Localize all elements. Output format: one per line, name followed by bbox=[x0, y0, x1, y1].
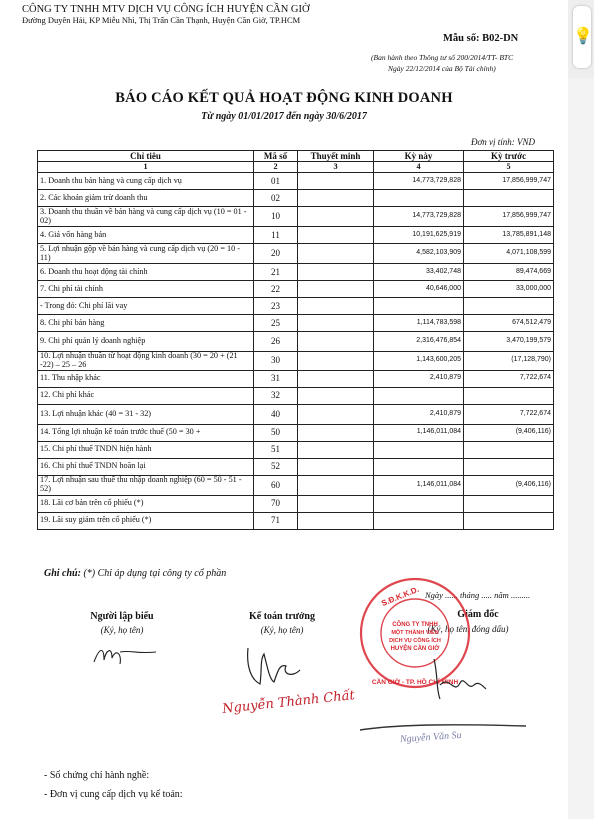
row-note bbox=[298, 244, 374, 264]
accountant-handwritten-name: Nguyễn Thành Chất bbox=[221, 688, 356, 717]
svg-text:S.Đ.K.K.D.: S.Đ.K.K.D. bbox=[380, 584, 421, 608]
table-row bbox=[38, 404, 554, 424]
row-item: 8. Chi phí bán hàng bbox=[38, 315, 254, 332]
row-current-period: 2,410,879 bbox=[374, 370, 464, 387]
row-current-period: 1,114,783,598 bbox=[374, 315, 464, 332]
row-current-period bbox=[374, 298, 464, 315]
row-current-period: 33,402,748 bbox=[374, 264, 464, 281]
preparer-subtitle: (Ký, họ tên) bbox=[100, 625, 144, 635]
row-item: 12. Chi phí khác bbox=[38, 387, 254, 404]
director-signature bbox=[420, 655, 500, 705]
row-current-period bbox=[374, 190, 464, 207]
row-code: 26 bbox=[254, 332, 298, 352]
row-note bbox=[298, 441, 374, 458]
row-code: 22 bbox=[254, 281, 298, 298]
row-note bbox=[298, 315, 374, 332]
row-code: 02 bbox=[254, 190, 298, 207]
row-note bbox=[298, 264, 374, 281]
table-row bbox=[38, 227, 554, 244]
table-header-row bbox=[38, 151, 554, 162]
column-number: 2 bbox=[254, 162, 298, 173]
row-code: 71 bbox=[254, 512, 298, 529]
row-item: 10. Lợi nhuận thuần từ hoạt động kinh doanh (30 = 20 + (21 -22) – 25 – 26 bbox=[38, 352, 254, 371]
row-current-period: 14,773,729,828 bbox=[374, 207, 464, 227]
table-row bbox=[38, 512, 554, 529]
row-item: 16. Chi phí thuế TNDN hoãn lại bbox=[38, 458, 254, 475]
table-row bbox=[38, 315, 554, 332]
preparer-title: Người lập biểu bbox=[90, 611, 154, 622]
row-note bbox=[298, 190, 374, 207]
row-code: 10 bbox=[254, 207, 298, 227]
row-note bbox=[298, 458, 374, 475]
table-row bbox=[38, 495, 554, 512]
svg-text:CẦN GIỜ - TP. HỒ CHÍ MINH: CẦN GIỜ - TP. HỒ CHÍ MINH bbox=[371, 679, 459, 686]
table-row bbox=[38, 458, 554, 475]
row-item: 18. Lãi cơ bản trên cổ phiếu (*) bbox=[38, 495, 254, 512]
row-previous-period bbox=[464, 495, 554, 512]
svg-text:MỘT THÀNH VIÊN: MỘT THÀNH VIÊN bbox=[391, 630, 439, 636]
row-previous-period bbox=[464, 387, 554, 404]
circular-reference: (Ban hành theo Thông tư số 200/2014/TT- BTC bbox=[371, 53, 514, 62]
column-header: Thuyết minh bbox=[298, 151, 374, 162]
svg-text:DỊCH VỤ CÔNG ÍCH: DỊCH VỤ CÔNG ÍCH bbox=[389, 638, 441, 644]
row-note bbox=[298, 227, 374, 244]
row-previous-period: 17,856,999,747 bbox=[464, 173, 554, 190]
row-item: 15. Chi phí thuế TNDN hiện hành bbox=[38, 441, 254, 458]
table-row bbox=[38, 244, 554, 264]
footnote-label: Ghi chú: bbox=[44, 568, 81, 579]
table-row bbox=[38, 173, 554, 190]
row-item: 11. Thu nhập khác bbox=[38, 370, 254, 387]
row-current-period: 2,410,879 bbox=[374, 404, 464, 424]
company-name: CÔNG TY TNHH MTV DỊCH VỤ CÔNG ÍCH HUYỆN CẦN GIỜ bbox=[22, 4, 310, 15]
row-previous-period: (9,406,116) bbox=[464, 424, 554, 441]
row-previous-period: 7,722,674 bbox=[464, 404, 554, 424]
lightbulb-icon[interactable]: 💡 bbox=[573, 6, 591, 68]
currency-unit: Đơn vị tính: VND bbox=[471, 137, 536, 147]
row-item: 13. Lợi nhuận khác (40 = 31 - 32) bbox=[38, 404, 254, 424]
table-row bbox=[38, 370, 554, 387]
footnote bbox=[44, 568, 226, 579]
row-code: 51 bbox=[254, 441, 298, 458]
row-previous-period bbox=[464, 512, 554, 529]
row-previous-period: (17,128,790) bbox=[464, 352, 554, 371]
row-previous-period: 89,474,669 bbox=[464, 264, 554, 281]
row-previous-period: 7,722,674 bbox=[464, 370, 554, 387]
director-subtitle: (Ký, họ tên, đóng dấu) bbox=[427, 624, 509, 634]
row-current-period: 1,146,011,084 bbox=[374, 424, 464, 441]
row-code: 25 bbox=[254, 315, 298, 332]
row-note bbox=[298, 281, 374, 298]
row-current-period: 40,646,000 bbox=[374, 281, 464, 298]
column-header: Mã số bbox=[254, 151, 298, 162]
row-code: 40 bbox=[254, 404, 298, 424]
director-title: Giám đốc bbox=[457, 609, 499, 620]
row-current-period: 1,143,600,205 bbox=[374, 352, 464, 371]
row-note bbox=[298, 512, 374, 529]
table-row bbox=[38, 387, 554, 404]
column-number: 1 bbox=[38, 162, 254, 173]
row-previous-period: 13,785,891,148 bbox=[464, 227, 554, 244]
column-number: 4 bbox=[374, 162, 464, 173]
row-previous-period bbox=[464, 190, 554, 207]
row-item: - Trong đó: Chi phí lãi vay bbox=[38, 298, 254, 315]
row-item: 1. Doanh thu bán hàng và cung cấp dịch vụ bbox=[38, 173, 254, 190]
row-current-period: 2,316,476,854 bbox=[374, 332, 464, 352]
row-current-period: 1,146,011,084 bbox=[374, 475, 464, 495]
row-current-period: 14,773,729,828 bbox=[374, 173, 464, 190]
row-code: 30 bbox=[254, 352, 298, 371]
row-previous-period bbox=[464, 458, 554, 475]
row-previous-period: 674,512,479 bbox=[464, 315, 554, 332]
row-note bbox=[298, 352, 374, 371]
row-current-period bbox=[374, 387, 464, 404]
row-current-period bbox=[374, 458, 464, 475]
row-note bbox=[298, 207, 374, 227]
row-current-period bbox=[374, 512, 464, 529]
table-row bbox=[38, 441, 554, 458]
row-previous-period bbox=[464, 298, 554, 315]
row-code: 20 bbox=[254, 244, 298, 264]
svg-text:HUYỆN CẦN GIỜ: HUYỆN CẦN GIỜ bbox=[390, 646, 440, 652]
row-note bbox=[298, 424, 374, 441]
row-previous-period: 33,000,000 bbox=[464, 281, 554, 298]
row-item: 7. Chi phí tài chính bbox=[38, 281, 254, 298]
row-note bbox=[298, 370, 374, 387]
accountant-title: Kế toán trưởng bbox=[249, 611, 315, 622]
row-previous-period: (9,406,116) bbox=[464, 475, 554, 495]
row-note bbox=[298, 387, 374, 404]
row-item: 9. Chi phí quản lý doanh nghiệp bbox=[38, 332, 254, 352]
table-row bbox=[38, 207, 554, 227]
row-note bbox=[298, 298, 374, 315]
accounting-service-unit: - Đơn vị cung cấp dịch vụ kế toán: bbox=[44, 789, 183, 800]
row-code: 70 bbox=[254, 495, 298, 512]
svg-text:CÔNG TY TNHH: CÔNG TY TNHH bbox=[392, 622, 438, 628]
table-row bbox=[38, 281, 554, 298]
column-number: 5 bbox=[464, 162, 554, 173]
report-period: Từ ngày 01/01/2017 đến ngày 30/6/2017 bbox=[201, 111, 367, 122]
row-code: 11 bbox=[254, 227, 298, 244]
preparer-signature bbox=[90, 640, 160, 670]
table-row bbox=[38, 475, 554, 495]
row-code: 21 bbox=[254, 264, 298, 281]
row-current-period bbox=[374, 441, 464, 458]
row-note bbox=[298, 495, 374, 512]
row-note bbox=[298, 173, 374, 190]
company-address: Đường Duyên Hải, KP Miễu Nhì, Thị Trấn Cần Thạnh, Huyện Cần Giờ, TP.HCM bbox=[22, 15, 301, 25]
row-item: 6. Doanh thu hoạt động tài chính bbox=[38, 264, 254, 281]
row-previous-period bbox=[464, 441, 554, 458]
row-item: 4. Giá vốn hàng bán bbox=[38, 227, 254, 244]
table-row bbox=[38, 264, 554, 281]
row-item: 17. Lợi nhuận sau thuế thu nhập doanh nghiệp (60 = 50 - 51 - 52) bbox=[38, 475, 254, 495]
row-item: 5. Lợi nhuận gộp về bán hàng và cung cấp dịch vụ (20 = 10 - 11) bbox=[38, 244, 254, 264]
row-item: 2. Các khoản giảm trừ doanh thu bbox=[38, 190, 254, 207]
row-code: 60 bbox=[254, 475, 298, 495]
table-row bbox=[38, 332, 554, 352]
column-number-row bbox=[38, 162, 554, 173]
practice-certificate: - Số chứng chỉ hành nghề: bbox=[44, 770, 150, 781]
circular-date: Ngày 22/12/2014 của Bộ Tài chính) bbox=[388, 64, 496, 73]
accountant-signature bbox=[240, 640, 320, 690]
income-statement-table bbox=[37, 150, 554, 530]
row-code: 50 bbox=[254, 424, 298, 441]
row-item: 14. Tổng lợi nhuận kế toán trước thuế (50 = 30 + bbox=[38, 424, 254, 441]
form-number: Mẫu số: B02-DN bbox=[443, 33, 519, 44]
row-previous-period: 17,856,999,747 bbox=[464, 207, 554, 227]
column-header: Chỉ tiêu bbox=[38, 151, 254, 162]
row-code: 52 bbox=[254, 458, 298, 475]
row-current-period: 4,582,103,909 bbox=[374, 244, 464, 264]
table-row bbox=[38, 424, 554, 441]
footnote-text: (*) Chỉ áp dụng tại công ty cổ phần bbox=[80, 568, 227, 579]
row-code: 01 bbox=[254, 173, 298, 190]
row-code: 32 bbox=[254, 387, 298, 404]
row-code: 23 bbox=[254, 298, 298, 315]
row-item: 19. Lãi suy giảm trên cổ phiếu (*) bbox=[38, 512, 254, 529]
row-code: 31 bbox=[254, 370, 298, 387]
row-item: 3. Doanh thu thuần về bán hàng và cung cấp dịch vụ (10 = 01 - 02) bbox=[38, 207, 254, 227]
row-note bbox=[298, 404, 374, 424]
table-row bbox=[38, 298, 554, 315]
row-current-period bbox=[374, 495, 464, 512]
table-row bbox=[38, 190, 554, 207]
signing-date: Ngày ...... tháng ..... năm ......... bbox=[425, 590, 531, 600]
row-previous-period: 4,071,108,599 bbox=[464, 244, 554, 264]
row-previous-period: 3,470,199,579 bbox=[464, 332, 554, 352]
accountant-subtitle: (Ký, họ tên) bbox=[260, 625, 304, 635]
director-handwritten-name: Nguyễn Văn Su bbox=[399, 729, 462, 746]
table-body bbox=[38, 173, 554, 530]
report-title: BÁO CÁO KẾT QUẢ HOẠT ĐỘNG KINH DOANH bbox=[115, 90, 453, 106]
column-header: Kỳ trước bbox=[464, 151, 554, 162]
table-row bbox=[38, 352, 554, 371]
row-note bbox=[298, 475, 374, 495]
column-header: Kỳ này bbox=[374, 151, 464, 162]
row-note bbox=[298, 332, 374, 352]
row-current-period: 10,191,625,919 bbox=[374, 227, 464, 244]
column-number: 3 bbox=[298, 162, 374, 173]
